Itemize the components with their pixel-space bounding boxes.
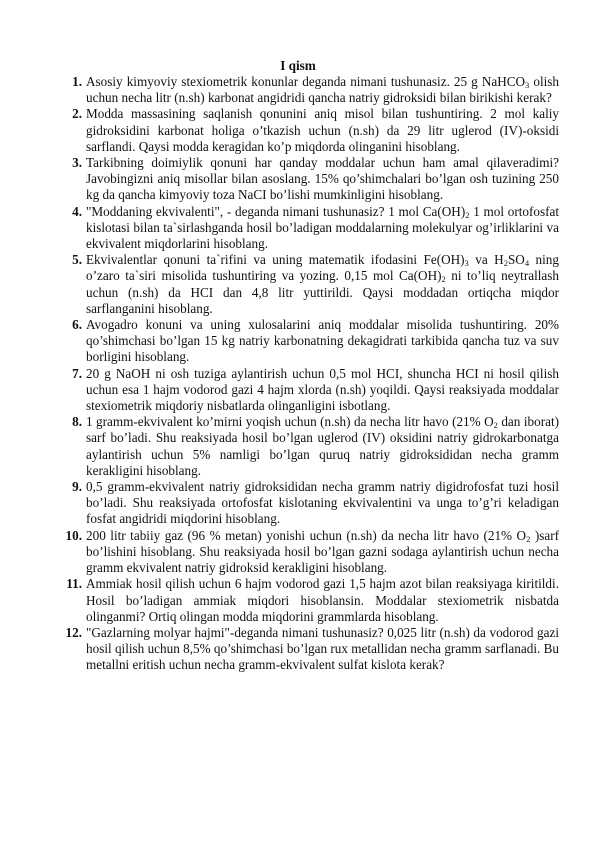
question-number: 3. xyxy=(72,155,82,171)
question-text: Modda massasining saqlanish qonunini aniq misol bilan tushuntiring. 2 mol kaliy gidroksidini karbonat holiga o’tkazish uchun (n.sh) da 29 litr uglerod (IV)-oksidi sarflandi. Qaysi modda keragidan ko’p miqdorda olinganini hisoblang. xyxy=(86,106,559,154)
question-item-9 xyxy=(72,479,559,528)
question-text: Tarkibning doimiylik qonuni har qanday moddalar uchun ham amal qilaveradimi? Javobingizni aniq misollar bilan asoslang. 15% qo’shimchalari bo’lgan osh tuzining 250 kg da qancha kimyoviy toza NaCI bo’lishi mumkinligini hisoblang. xyxy=(86,155,559,203)
question-text: Ammiak hosil qilish uchun 6 hajm vodorod gazi 1,5 hajm azot bilan reaksiyaga kiritildi. Hosil bo’ladigan ammiak miqdori hisoblansin. Moddalar stexiometrik nisbatda olinganmi? Ortiq olingan modda miqdorini grammlarda hisoblang. xyxy=(86,576,559,624)
question-number: 9. xyxy=(72,479,82,495)
question-text: Asosiy kimyoviy stexiometrik konunlar deganda nimani tushunasiz. 25 g NaHCO$_3$ olish uchun necha litr (n.sh) karbonat angidridi qancha natriy gidroksidi bilan birikishi kerak? xyxy=(86,74,560,106)
question-text: 1 gramm-ekvivalent ko’mirni yoqish uchun (n.sh) da necha litr havo (21% $O_2$ dan iborat) sarf bo’ladi. Shu reaksiyada hosil bo’lgan uglerod (IV) oksidini natriy gidrokarbonatga aylantirish uchun 5% namligi bo’lgan quruq natriy gidroksididan necha gramm kerakligini hisoblang. xyxy=(86,414,559,478)
question-item-11 xyxy=(66,576,559,625)
question-item-6 xyxy=(72,317,559,366)
question-text: Ekvivalentlar qonuni ta`rifini va uning matematik ifodasini $Fe(OH)_3$ va $H_2SO_4$ ning o’zaro ta`siri misolida tushuntiring va yozing. 0,15 mol $Ca(OH)_2$ ni to’liq neytrallash uchun (n.sh) da HCI dan 4,8 litr yuttirildi. Qaysi moddadan ortiqcha miqdor sarflanganini hisoblang. xyxy=(86,252,560,316)
question-number: 4. xyxy=(72,203,82,219)
question-text: "Moddaning ekvivalenti", - deganda nimani tushunasiz? 1 mol $Ca(OH)_2$ 1 mol ortofosfat kislotasi bilan ta`sirlashganda hosil bo’ladigan moddalarning molekulyar og’irliklarini va ekvivalent miqdorlarini hisoblang. xyxy=(86,203,559,252)
question-item-3 xyxy=(72,155,559,204)
question-item-8 xyxy=(72,414,559,479)
question-text: 0,5 gramm-ekvivalent natriy gidroksididan necha gramm natriy digidrofosfat tuzi hosil bo’ladi. Shu reaksiyada ortofosfat kislotaning ekvivalentini va unga to’g’ri keladigan fosfat angidridi miqdorini hisoblang. xyxy=(86,479,559,527)
question-item-5 xyxy=(72,252,560,317)
question-text: 200 litr tabiiy gaz (96 % metan) yonishi uchun (n.sh) da necha litr havo (21% $O_2$ )sarf bo’lishini hisoblang. Shu reaksiyada hosil bo’lgan gazni sodaga aylantirish uchun necha gramm ekvivalent natriy gidroksid kerakligini hisoblang. xyxy=(86,527,559,576)
question-number: 11. xyxy=(66,576,82,592)
question-item-4 xyxy=(72,203,559,253)
question-item-12 xyxy=(65,624,559,674)
question-number: 6. xyxy=(72,317,82,333)
question-number: 8. xyxy=(72,414,82,430)
question-text: 20 g NaOH ni osh tuziga aylantirish uchun 0,5 mol HCI, shuncha HCI ni hosil qilish uchun esa 1 hajm vodorod gazi 4 hajm xlorda (n.sh) yoqildi. Qaysi reaksiyada moddalar stexiometrik miqdoriy nisbatlarda olinganligini isbotlang. xyxy=(86,365,559,414)
question-number: 12. xyxy=(65,624,82,640)
question-number: 7. xyxy=(72,365,82,381)
question-list xyxy=(65,74,560,674)
question-text: Avogadro konuni va uning xulosalarini aniq moddalar misolida tushuntiring. 20% qo’shimchasi bo’lgan 15 kg natriy karbonatning dekagidrati tarkibida qancha tuz va suv borligini hisoblang. xyxy=(86,317,559,365)
question-number: 1. xyxy=(72,74,82,89)
question-number: 5. xyxy=(72,252,82,268)
question-text: "Gazlarning molyar hajmi"-deganda nimani tushunasiz? 0,025 litr (n.sh) da vodorod gazi hosil qilish uchun 8,5% qo’shimchasi bo’lgan rux metallidan necha gramm sarflanadi. Bu metallni eritish uchun necha gramm-ekvivalent sulfat kislota kerak? xyxy=(86,624,559,673)
question-item-2 xyxy=(72,106,559,155)
question-item-7 xyxy=(72,365,559,415)
section-title: I qism xyxy=(280,58,316,73)
question-item-10 xyxy=(65,527,559,577)
question-item-1 xyxy=(72,74,560,106)
question-number: 2. xyxy=(72,106,82,122)
question-number: 10. xyxy=(65,527,82,543)
